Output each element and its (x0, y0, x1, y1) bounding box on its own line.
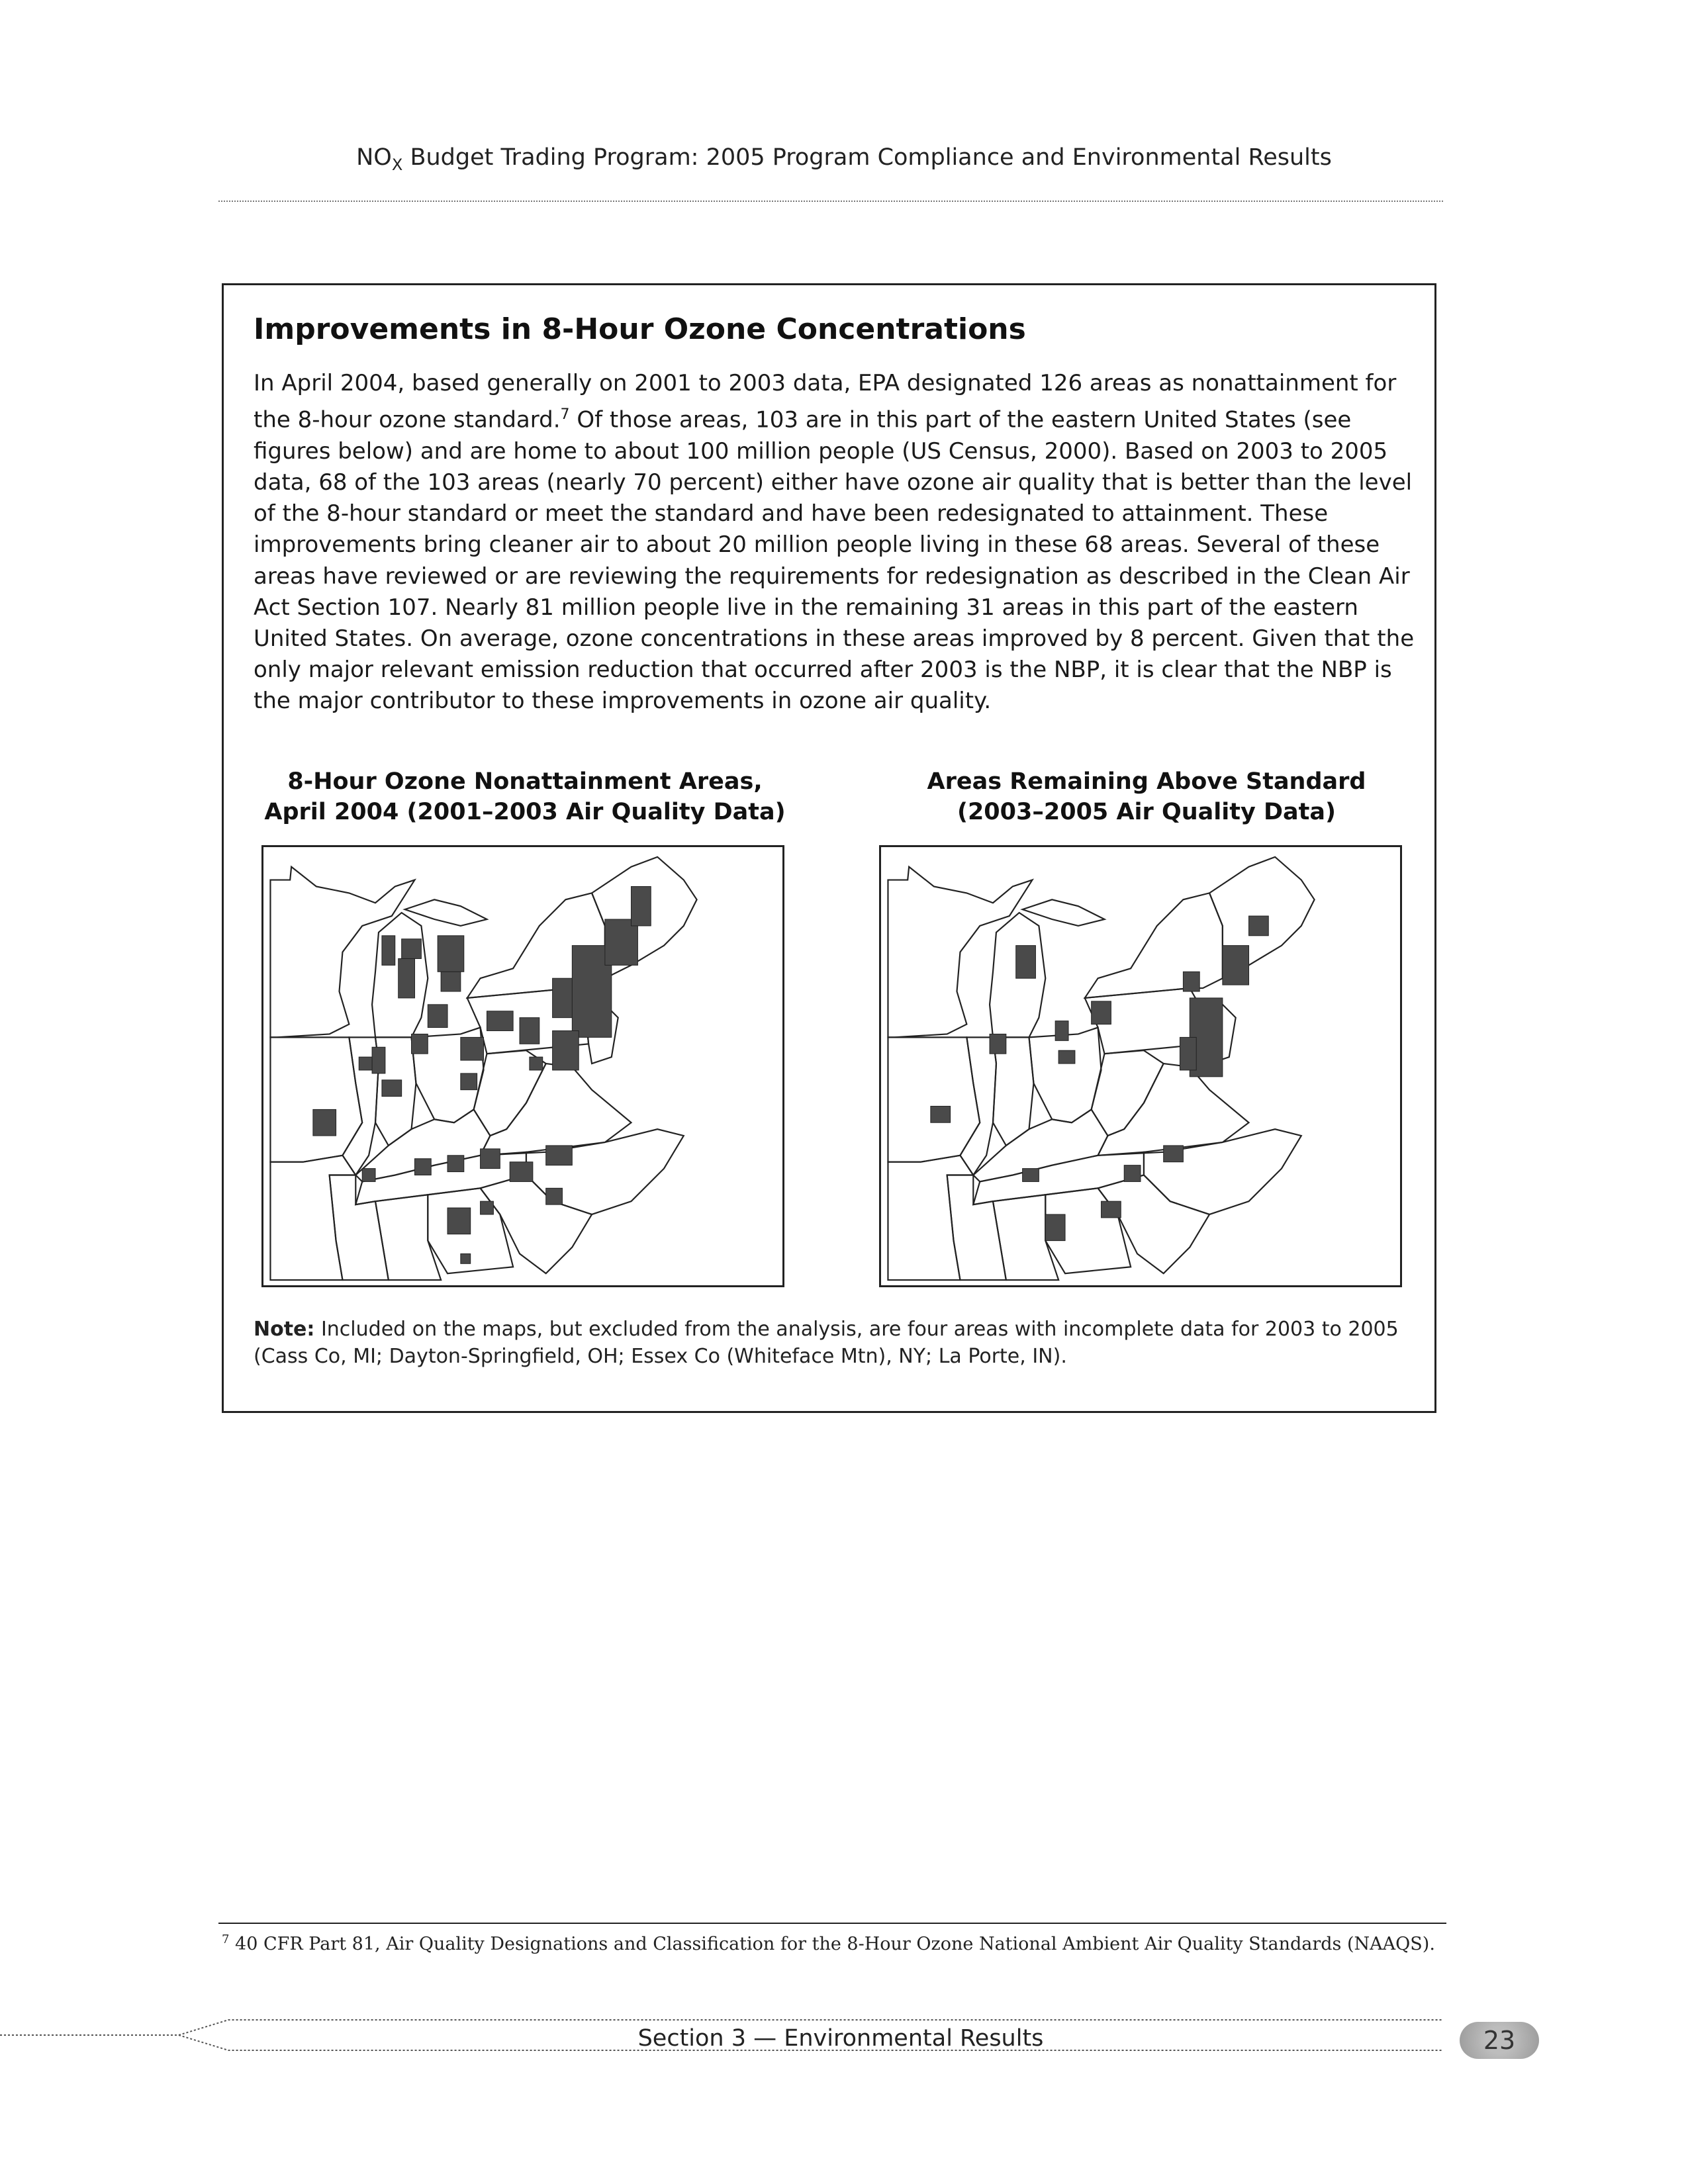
area-macon (481, 1201, 494, 1214)
state-iowa-mo-outline (270, 1037, 362, 1161)
area-milwaukee (382, 936, 395, 966)
area-boston (1249, 916, 1269, 936)
state-mi-upper-outline (1023, 899, 1105, 926)
note-label: Note: (254, 1318, 315, 1341)
footnote-divider (218, 1923, 1446, 1924)
area-pittsburgh (520, 1018, 539, 1044)
area-chattanooga (447, 1156, 464, 1172)
area-cleveland (487, 1011, 513, 1031)
area-birmingham (1045, 1214, 1065, 1241)
area-memphis (362, 1169, 375, 1182)
state-sc-outline (1098, 1175, 1209, 1274)
header-title-subscript: X (391, 156, 403, 174)
area-louisville (382, 1080, 402, 1097)
area-st-louis (931, 1106, 951, 1122)
area-gary-chicago (399, 958, 415, 997)
area-chicago (1016, 946, 1036, 979)
area-knoxville (481, 1149, 500, 1169)
area-raleigh (546, 1146, 573, 1165)
left-figure-title (260, 766, 790, 827)
area-indy-north (428, 1005, 447, 1028)
state-il-outline (960, 1037, 996, 1175)
left-figure-title-line2: April 2004 (2001–2003 Air Quality Data) (264, 799, 786, 825)
state-sc-outline (481, 1175, 592, 1274)
area-indianapolis (412, 1034, 428, 1054)
box-body-paragraph (254, 368, 1419, 717)
footnote-text: 40 CFR Part 81, Air Quality Designations and Classification for the 8-Hour Ozone National Ambient Air Quality Standards (NAAQS). (229, 1934, 1435, 1954)
paragraph-part-2: Of those areas, 103 are in this part of the eastern United States (see figures below) and are home to about 100 million people (US Census, 2000). Based on 2003 to 2005 data, 68 of the 103 areas (nearly 70 percent) either have ozone air quality that is better than the level of the 8-hour standard or meet the standard and have been redesignated to attainment. These improvements bring cleaner air to about 20 million people living in these 68 areas. Several of these areas have reviewed or are reviewing the requirements for redesignation as described in the Clean Air Act Section 107. Nearly 81 million people live in the remaining 31 areas in this part of the eastern United States. On average, ozone concentrations in these areas improved by 8 percent. Given that the only major relevant emission reduction that occurred after 2003 is the NBP, it is clear that the NBP is the major contributor to these improvements in ozone air quality. (254, 406, 1415, 715)
area-wv-small (530, 1057, 543, 1070)
area-south-bend (372, 1047, 385, 1073)
left-figure-title-line1: 8-Hour Ozone Nonattainment Areas, (287, 768, 763, 795)
state-ar-outline (888, 1156, 973, 1280)
header-title-rest: Budget Trading Program: 2005 Program Compliance and Environmental Results (402, 144, 1332, 171)
area-detroit (438, 936, 464, 972)
running-header (218, 144, 1470, 174)
area-grand-rapids (441, 972, 461, 991)
header-title-prefix: NO (356, 144, 392, 171)
area-st-louis (313, 1109, 336, 1136)
state-mn-wi-outline (888, 867, 1032, 1038)
area-nashville (414, 1159, 431, 1175)
area-knoxville (1023, 1169, 1039, 1182)
footer-section-label: Section 3 — Environmental Results (637, 2025, 1044, 2052)
page-number-badge: 23 (1460, 2022, 1539, 2059)
state-wv-outline (1092, 1050, 1164, 1136)
footnote-number: 7 (222, 1933, 230, 1946)
area-cass-co (1055, 1021, 1068, 1041)
area-columbus (1058, 1050, 1075, 1064)
area-raleigh (1164, 1146, 1184, 1162)
area-maine-coast (632, 886, 651, 925)
area-connecticut-boston (605, 919, 638, 965)
area-charlotte (1124, 1165, 1141, 1182)
state-tn-outline (355, 1152, 526, 1205)
area-atlanta (447, 1208, 471, 1234)
area-connecticut (1223, 946, 1249, 985)
state-nc-outline (1144, 1129, 1301, 1214)
right-figure-title-line2: (2003–2005 Air Quality Data) (957, 799, 1336, 825)
state-tn-outline (973, 1152, 1144, 1205)
paragraph-part-1: In April 2004, based generally on 2001 to 2003 data, EPA designated 126 areas as nonattainment for the 8-hour ozone standard. (254, 370, 1397, 433)
figure-note (254, 1316, 1419, 1370)
area-dc-baltimore (553, 1030, 579, 1069)
area-charlotte (510, 1162, 533, 1182)
area-columbus (461, 1037, 484, 1060)
area-dc-baltimore (1180, 1037, 1196, 1070)
state-mi-upper-outline (405, 899, 487, 926)
map-remaining-2005-svg (881, 847, 1400, 1285)
state-ar-outline (270, 1156, 355, 1280)
state-iowa-mo-outline (888, 1037, 980, 1161)
area-cleveland (1092, 1001, 1111, 1024)
area-cincinnati (461, 1073, 477, 1090)
area-columbia-sc (546, 1188, 563, 1205)
area-fort-wayne (359, 1057, 372, 1070)
area-chicago (402, 939, 422, 959)
right-figure-title-line1: Areas Remaining Above Standard (927, 768, 1366, 795)
area-atlanta (1102, 1201, 1121, 1218)
area-south-bend (990, 1034, 1006, 1054)
area-birmingham (461, 1253, 471, 1263)
area-ny-upstate (1183, 972, 1199, 991)
box-title: Improvements in 8-Hour Ozone Concentrations (254, 312, 1026, 346)
right-figure-title (882, 766, 1411, 827)
map-nonattainment-2004-svg (263, 847, 782, 1285)
state-oh-outline (1029, 1028, 1102, 1123)
footnote (222, 1933, 1453, 1954)
note-text: Included on the maps, but excluded from the analysis, are four areas with incomplete data for 2003 to 2005 (Cass Co, MI; Dayton-Springfield, OH; Essex Co (Whiteface Mtn), NY; La Porte, IN). (254, 1318, 1399, 1368)
state-ny-outline (1085, 893, 1223, 998)
state-al-outline (375, 1195, 441, 1280)
map-remaining-2005 (879, 845, 1402, 1287)
header-divider (218, 201, 1443, 202)
footnote-reference[interactable]: 7 (560, 406, 570, 424)
map-nonattainment-2004 (261, 845, 784, 1287)
